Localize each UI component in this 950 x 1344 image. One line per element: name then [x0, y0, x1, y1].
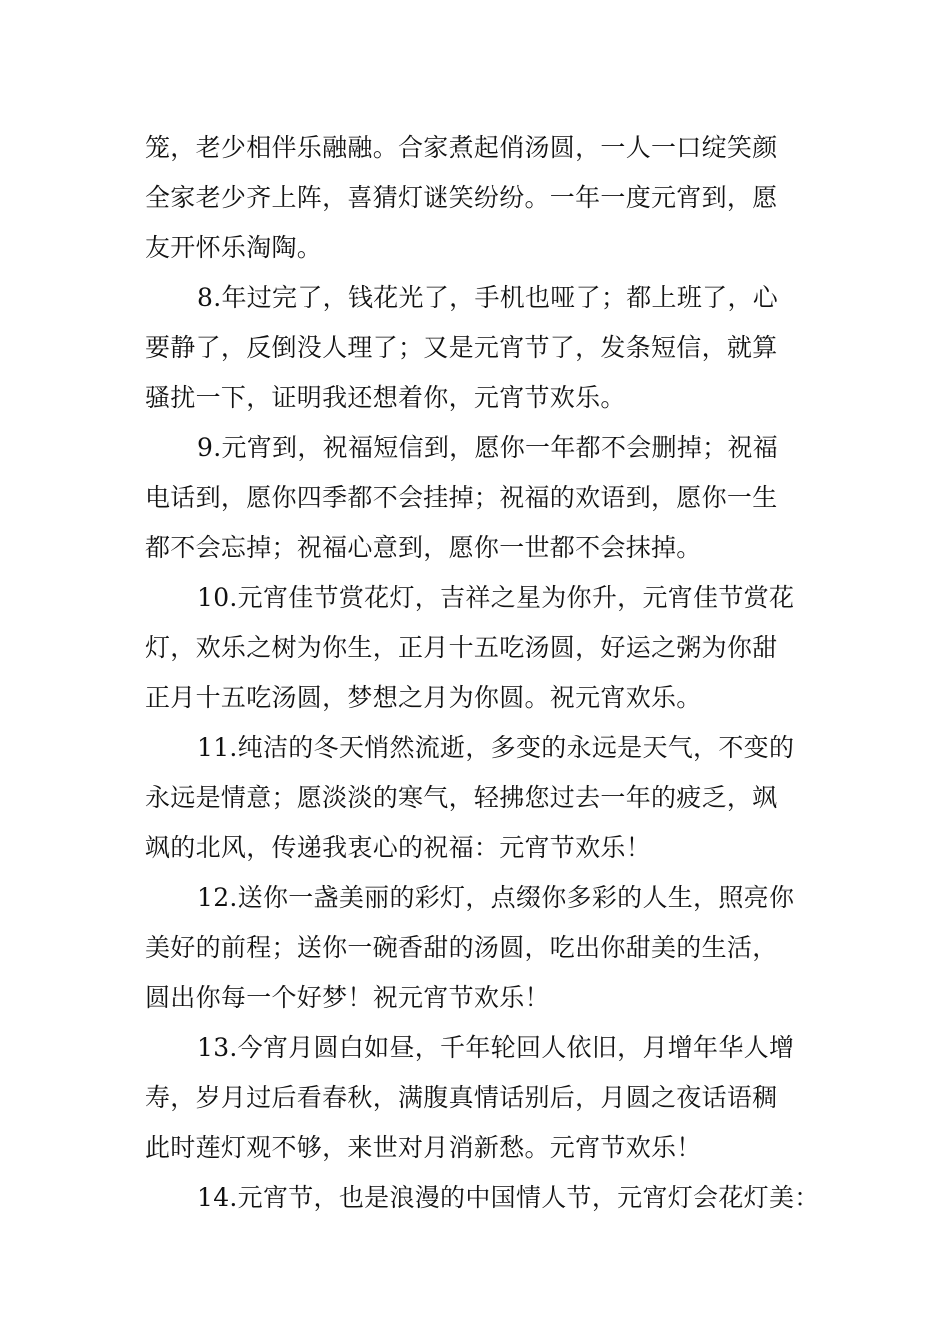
paragraph — [145, 123, 825, 273]
document-body — [145, 123, 825, 1223]
text-line: 13.今宵月圆白如昼，千年轮回人依旧，月增年华人增 — [197, 1033, 795, 1062]
text-line: 灯，欢乐之树为你生，正月十五吃汤圆，好运之粥为你甜 — [145, 633, 778, 662]
text-line: 全家老少齐上阵，喜猜灯谜笑纷纷。一年一度元宵到，愿 — [145, 183, 778, 212]
paragraph — [145, 723, 825, 873]
text-line: 要静了，反倒没人理了；又是元宵节了，发条短信，就算 — [145, 333, 778, 362]
paragraph — [145, 873, 825, 1023]
text-line: 美好的前程；送你一碗香甜的汤圆，吃出你甜美的生活， — [145, 933, 778, 962]
text-line: 笼，老少相伴乐融融。合家煮起俏汤圆，一人一口绽笑颜 — [145, 133, 778, 162]
text-line: 圆出你每一个好梦！祝元宵节欢乐！ — [145, 983, 550, 1012]
text-line: 11.纯洁的冬天悄然流逝，多变的永远是天气，不变的 — [197, 733, 795, 762]
text-line: 都不会忘掉；祝福心意到，愿你一世都不会抹掉。 — [145, 533, 702, 562]
paragraph — [145, 423, 825, 573]
text-line: 友开怀乐淘陶。 — [145, 233, 323, 262]
paragraph — [145, 1173, 825, 1223]
text-line: 10.元宵佳节赏花灯，吉祥之星为你升，元宵佳节赏花 — [197, 583, 795, 612]
text-line: 12.送你一盏美丽的彩灯，点缀你多彩的人生，照亮你 — [197, 883, 795, 912]
paragraph — [145, 573, 825, 723]
paragraph — [145, 1023, 825, 1173]
text-line: 8.年过完了，钱花光了，手机也哑了；都上班了，心 — [197, 283, 779, 312]
text-line: 骚扰一下，证明我还想着你，元宵节欢乐。 — [145, 383, 626, 412]
text-line: 寿，岁月过后看春秋，满腹真情话别后，月圆之夜话语稠 — [145, 1083, 778, 1112]
text-line: 9.元宵到，祝福短信到，愿你一年都不会删掉；祝福 — [197, 433, 779, 462]
text-line: 正月十五吃汤圆，梦想之月为你圆。祝元宵欢乐。 — [145, 683, 702, 712]
paragraph — [145, 273, 825, 423]
text-line: 电话到，愿你四季都不会挂掉；祝福的欢语到，愿你一生 — [145, 483, 778, 512]
text-line: 永远是情意；愿淡淡的寒气，轻拂您过去一年的疲乏，飒 — [145, 783, 778, 812]
text-line: 14.元宵节，也是浪漫的中国情人节，元宵灯会花灯美： — [197, 1183, 820, 1212]
text-line: 此时莲灯观不够，来世对月消新愁。元宵节欢乐！ — [145, 1133, 702, 1162]
text-line: 飒的北风，传递我衷心的祝福：元宵节欢乐！ — [145, 833, 652, 862]
